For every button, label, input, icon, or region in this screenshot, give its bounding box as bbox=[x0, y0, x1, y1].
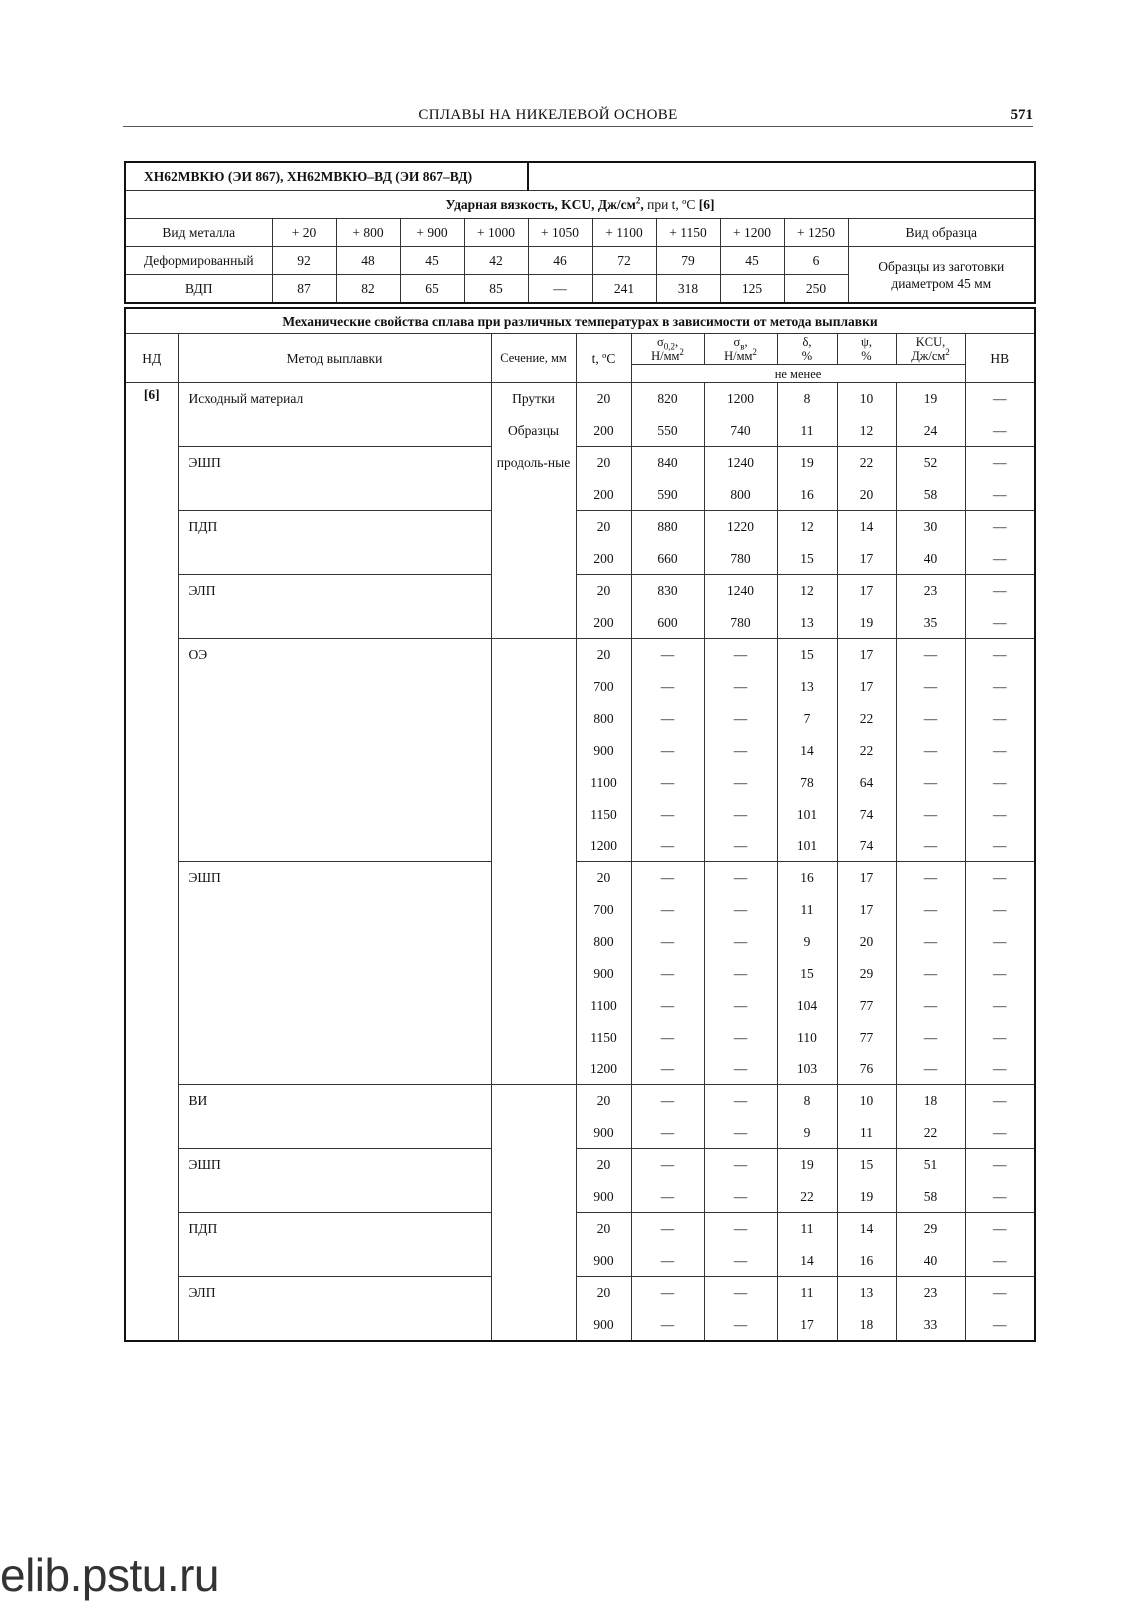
value-cell: 22 bbox=[837, 735, 896, 767]
impact-value: 42 bbox=[464, 247, 528, 275]
col-method: Метод выплавки bbox=[178, 334, 491, 383]
value-cell: — bbox=[896, 703, 965, 735]
value-cell: — bbox=[631, 1245, 704, 1277]
value-cell: 14 bbox=[837, 511, 896, 543]
value-cell: 20 bbox=[576, 1277, 631, 1309]
value-cell: 7 bbox=[777, 703, 837, 735]
value-cell: — bbox=[965, 831, 1035, 862]
value-cell: — bbox=[704, 831, 777, 862]
value-cell: 800 bbox=[576, 703, 631, 735]
value-cell: — bbox=[631, 926, 704, 958]
value-cell: — bbox=[704, 1181, 777, 1213]
value-cell: — bbox=[704, 1054, 777, 1085]
value-cell: 19 bbox=[777, 1149, 837, 1181]
value-cell: — bbox=[704, 639, 777, 671]
value-cell: 35 bbox=[896, 607, 965, 639]
impact-value: 65 bbox=[400, 275, 464, 304]
value-cell: — bbox=[631, 1309, 704, 1341]
impact-temp-header: + 1100 bbox=[592, 219, 656, 247]
value-cell: 14 bbox=[837, 1213, 896, 1245]
value-cell: 1200 bbox=[704, 383, 777, 415]
value-cell: — bbox=[965, 1022, 1035, 1054]
value-cell: — bbox=[896, 1054, 965, 1085]
col-section: Сечение, мм bbox=[491, 334, 576, 383]
mechanical-properties-table bbox=[124, 307, 1036, 1342]
value-cell: 13 bbox=[777, 607, 837, 639]
value-cell: 900 bbox=[576, 735, 631, 767]
impact-value: 45 bbox=[720, 247, 784, 275]
value-cell: — bbox=[965, 735, 1035, 767]
value-cell: — bbox=[631, 894, 704, 926]
value-cell: — bbox=[965, 1085, 1035, 1117]
value-cell: 900 bbox=[576, 958, 631, 990]
value-cell: — bbox=[631, 1085, 704, 1117]
value-cell: — bbox=[631, 1149, 704, 1181]
value-cell: — bbox=[631, 1054, 704, 1085]
value-cell: 660 bbox=[631, 543, 704, 575]
value-cell: — bbox=[631, 958, 704, 990]
value-cell: 900 bbox=[576, 1309, 631, 1341]
value-cell: 840 bbox=[631, 447, 704, 479]
value-cell: 12 bbox=[777, 511, 837, 543]
value-cell: 64 bbox=[837, 767, 896, 799]
value-cell: 24 bbox=[896, 415, 965, 447]
table-row bbox=[125, 383, 1035, 415]
value-cell: — bbox=[965, 958, 1035, 990]
value-cell: — bbox=[965, 990, 1035, 1022]
value-cell: 12 bbox=[777, 575, 837, 607]
col-elongation: δ, % bbox=[777, 334, 837, 365]
value-cell: 101 bbox=[777, 831, 837, 862]
value-cell: 1240 bbox=[704, 575, 777, 607]
value-cell: 590 bbox=[631, 479, 704, 511]
value-cell: 23 bbox=[896, 575, 965, 607]
value-cell: 780 bbox=[704, 607, 777, 639]
value-cell: 22 bbox=[837, 703, 896, 735]
impact-value: 45 bbox=[400, 247, 464, 275]
value-cell: — bbox=[631, 639, 704, 671]
value-cell: — bbox=[631, 1181, 704, 1213]
value-cell: — bbox=[704, 1117, 777, 1149]
value-cell: 19 bbox=[837, 1181, 896, 1213]
value-cell: 200 bbox=[576, 607, 631, 639]
value-cell: 40 bbox=[896, 543, 965, 575]
value-cell: 74 bbox=[837, 831, 896, 862]
value-cell: — bbox=[965, 1213, 1035, 1245]
value-cell: 20 bbox=[576, 1085, 631, 1117]
value-cell: 17 bbox=[837, 671, 896, 703]
page-number: 571 bbox=[1010, 107, 1033, 123]
impact-value: 241 bbox=[592, 275, 656, 304]
value-cell: — bbox=[896, 799, 965, 831]
melting-method: ЭЛП bbox=[178, 575, 491, 639]
value-cell: 740 bbox=[704, 415, 777, 447]
value-cell: 77 bbox=[837, 1022, 896, 1054]
alloy-title-blank bbox=[528, 162, 1035, 191]
impact-value: 92 bbox=[272, 247, 336, 275]
value-cell: 1240 bbox=[704, 447, 777, 479]
value-cell: — bbox=[631, 1117, 704, 1149]
value-cell: 20 bbox=[837, 926, 896, 958]
watermark: elib.pstu.ru bbox=[0, 1549, 220, 1601]
value-cell: — bbox=[896, 958, 965, 990]
value-cell: — bbox=[965, 383, 1035, 415]
value-cell: — bbox=[965, 1117, 1035, 1149]
value-cell: 8 bbox=[777, 383, 837, 415]
impact-temp-header: + 20 bbox=[272, 219, 336, 247]
melting-method: ЭШП bbox=[178, 862, 491, 1085]
value-cell: 12 bbox=[837, 415, 896, 447]
value-cell: — bbox=[704, 1309, 777, 1341]
value-cell: — bbox=[965, 1054, 1035, 1085]
value-cell: 58 bbox=[896, 1181, 965, 1213]
value-cell: 9 bbox=[777, 1117, 837, 1149]
value-cell: — bbox=[704, 862, 777, 894]
value-cell: — bbox=[631, 1277, 704, 1309]
value-cell: — bbox=[896, 1022, 965, 1054]
value-cell: 11 bbox=[777, 415, 837, 447]
value-cell: 76 bbox=[837, 1054, 896, 1085]
value-cell: — bbox=[704, 1245, 777, 1277]
value-cell: 16 bbox=[837, 1245, 896, 1277]
value-cell: — bbox=[965, 767, 1035, 799]
value-cell: 20 bbox=[576, 575, 631, 607]
melting-method: ОЭ bbox=[178, 639, 491, 862]
value-cell: — bbox=[704, 926, 777, 958]
impact-value: 6 bbox=[784, 247, 848, 275]
value-cell: — bbox=[704, 1085, 777, 1117]
value-cell: — bbox=[896, 862, 965, 894]
section-cell: продоль-ные bbox=[491, 447, 576, 639]
value-cell: — bbox=[704, 767, 777, 799]
value-cell: 1100 bbox=[576, 990, 631, 1022]
value-cell: — bbox=[965, 926, 1035, 958]
value-cell: — bbox=[896, 831, 965, 862]
value-cell: — bbox=[896, 735, 965, 767]
impact-metal-name: Деформированный bbox=[125, 247, 272, 275]
value-cell: 20 bbox=[576, 447, 631, 479]
impact-value: 85 bbox=[464, 275, 528, 304]
value-cell: 20 bbox=[576, 1149, 631, 1181]
value-cell: 15 bbox=[777, 543, 837, 575]
value-cell: — bbox=[704, 735, 777, 767]
value-cell: 700 bbox=[576, 894, 631, 926]
value-cell: — bbox=[704, 799, 777, 831]
melting-method: ЭЛП bbox=[178, 1277, 491, 1341]
col-temp: t, ºС bbox=[576, 334, 631, 383]
value-cell: 20 bbox=[576, 639, 631, 671]
value-cell: — bbox=[704, 703, 777, 735]
value-cell: 820 bbox=[631, 383, 704, 415]
value-cell: — bbox=[704, 1213, 777, 1245]
impact-row bbox=[125, 247, 1035, 275]
value-cell: — bbox=[896, 894, 965, 926]
section-cell bbox=[491, 1085, 576, 1341]
value-cell: — bbox=[965, 799, 1035, 831]
value-cell: 10 bbox=[837, 1085, 896, 1117]
value-cell: 17 bbox=[837, 639, 896, 671]
impact-toughness-table bbox=[124, 161, 1036, 304]
value-cell: 15 bbox=[777, 958, 837, 990]
impact-value: 125 bbox=[720, 275, 784, 304]
value-cell: — bbox=[965, 639, 1035, 671]
col-hb: НВ bbox=[965, 334, 1035, 383]
value-cell: 800 bbox=[576, 926, 631, 958]
value-cell: 900 bbox=[576, 1181, 631, 1213]
impact-temp-header: + 1200 bbox=[720, 219, 784, 247]
alloy-title: ХН62МВКЮ (ЭИ 867), ХН62МВКЮ–ВД (ЭИ 867–ВД) bbox=[125, 162, 528, 191]
value-cell: — bbox=[896, 926, 965, 958]
col-kcu: KCU, $Дж/см^2$ bbox=[896, 334, 965, 365]
impact-value: 46 bbox=[528, 247, 592, 275]
section-cell bbox=[491, 639, 576, 1085]
impact-temp-header: + 800 bbox=[336, 219, 400, 247]
impact-temp-header: + 1050 bbox=[528, 219, 592, 247]
value-cell: 33 bbox=[896, 1309, 965, 1341]
section-cell: Прутки bbox=[491, 383, 576, 415]
value-cell: — bbox=[704, 1277, 777, 1309]
value-cell: 200 bbox=[576, 415, 631, 447]
value-cell: 30 bbox=[896, 511, 965, 543]
value-cell: 110 bbox=[777, 1022, 837, 1054]
value-cell: 1100 bbox=[576, 767, 631, 799]
value-cell: — bbox=[631, 799, 704, 831]
value-cell: 17 bbox=[837, 894, 896, 926]
value-cell: 20 bbox=[576, 862, 631, 894]
impact-value: 250 bbox=[784, 275, 848, 304]
impact-value: 72 bbox=[592, 247, 656, 275]
value-cell: 780 bbox=[704, 543, 777, 575]
value-cell: 1200 bbox=[576, 1054, 631, 1085]
value-cell: 18 bbox=[896, 1085, 965, 1117]
value-cell: 20 bbox=[576, 383, 631, 415]
value-cell: 900 bbox=[576, 1117, 631, 1149]
melting-method: Исходный материал bbox=[178, 383, 491, 447]
impact-header-row bbox=[125, 219, 1035, 247]
value-cell: — bbox=[631, 767, 704, 799]
value-cell: 9 bbox=[777, 926, 837, 958]
value-cell: — bbox=[631, 1213, 704, 1245]
section-cell: Образцы bbox=[491, 415, 576, 447]
value-cell: — bbox=[965, 1277, 1035, 1309]
value-cell: 19 bbox=[777, 447, 837, 479]
running-header-title: СПЛАВЫ НА НИКЕЛЕВОЙ ОСНОВЕ bbox=[418, 107, 678, 123]
value-cell: 78 bbox=[777, 767, 837, 799]
value-cell: — bbox=[965, 703, 1035, 735]
melting-method: ВИ bbox=[178, 1085, 491, 1149]
impact-metal-name: ВДП bbox=[125, 275, 272, 304]
value-cell: 11 bbox=[777, 894, 837, 926]
value-cell: — bbox=[965, 543, 1035, 575]
table-row bbox=[125, 575, 1035, 607]
table-row bbox=[125, 639, 1035, 671]
value-cell: 8 bbox=[777, 1085, 837, 1117]
table-row bbox=[125, 1213, 1035, 1245]
impact-temp-header: + 1250 bbox=[784, 219, 848, 247]
value-cell: — bbox=[631, 735, 704, 767]
col-reduction: ψ, % bbox=[837, 334, 896, 365]
value-cell: 550 bbox=[631, 415, 704, 447]
value-cell: 101 bbox=[777, 799, 837, 831]
value-cell: — bbox=[704, 894, 777, 926]
table-row bbox=[125, 1149, 1035, 1181]
running-header bbox=[123, 106, 1033, 127]
col-yield-strength: $\sigma_{0,2}$, $Н/мм^2$ bbox=[631, 334, 704, 365]
value-cell: — bbox=[704, 990, 777, 1022]
value-cell: 16 bbox=[777, 862, 837, 894]
value-cell: 1150 bbox=[576, 1022, 631, 1054]
value-cell: 1150 bbox=[576, 799, 631, 831]
value-cell: 58 bbox=[896, 479, 965, 511]
value-cell: 200 bbox=[576, 543, 631, 575]
value-cell: — bbox=[631, 1022, 704, 1054]
value-cell: 11 bbox=[777, 1277, 837, 1309]
value-cell: — bbox=[631, 990, 704, 1022]
value-cell: 10 bbox=[837, 383, 896, 415]
impact-value: 87 bbox=[272, 275, 336, 304]
value-cell: — bbox=[896, 671, 965, 703]
melting-method: ЭШП bbox=[178, 1149, 491, 1213]
col-metal-type: Вид металла bbox=[125, 219, 272, 247]
value-cell: — bbox=[704, 1149, 777, 1181]
impact-value: 318 bbox=[656, 275, 720, 304]
value-cell: 23 bbox=[896, 1277, 965, 1309]
value-cell: — bbox=[896, 990, 965, 1022]
value-cell: 700 bbox=[576, 671, 631, 703]
value-cell: 1220 bbox=[704, 511, 777, 543]
impact-value: 82 bbox=[336, 275, 400, 304]
value-cell: 900 bbox=[576, 1245, 631, 1277]
value-cell: — bbox=[965, 447, 1035, 479]
impact-value: 79 bbox=[656, 247, 720, 275]
impact-temp-header: + 1000 bbox=[464, 219, 528, 247]
value-cell: — bbox=[631, 862, 704, 894]
value-cell: 104 bbox=[777, 990, 837, 1022]
value-cell: 14 bbox=[777, 1245, 837, 1277]
impact-value: — bbox=[528, 275, 592, 304]
col-nd: НД bbox=[125, 334, 178, 383]
value-cell: 15 bbox=[777, 639, 837, 671]
value-cell: 17 bbox=[837, 862, 896, 894]
value-cell: — bbox=[965, 671, 1035, 703]
value-cell: — bbox=[965, 1149, 1035, 1181]
value-cell: — bbox=[896, 767, 965, 799]
value-cell: — bbox=[631, 671, 704, 703]
sample-description: Образцы из заготовки диаметром 45 мм bbox=[848, 247, 1035, 304]
value-cell: 19 bbox=[837, 607, 896, 639]
value-cell: 22 bbox=[837, 447, 896, 479]
nd-reference: [6] bbox=[125, 383, 178, 1341]
value-cell: — bbox=[965, 511, 1035, 543]
value-cell: — bbox=[631, 703, 704, 735]
value-cell: 20 bbox=[576, 1213, 631, 1245]
value-cell: — bbox=[965, 415, 1035, 447]
value-cell: 200 bbox=[576, 479, 631, 511]
value-cell: 13 bbox=[837, 1277, 896, 1309]
value-cell: 52 bbox=[896, 447, 965, 479]
melting-method: ПДП bbox=[178, 511, 491, 575]
table-row bbox=[125, 1277, 1035, 1309]
value-cell: 77 bbox=[837, 990, 896, 1022]
impact-value: 48 bbox=[336, 247, 400, 275]
value-cell: — bbox=[896, 639, 965, 671]
table-row bbox=[125, 511, 1035, 543]
value-cell: 13 bbox=[777, 671, 837, 703]
value-cell: 600 bbox=[631, 607, 704, 639]
value-cell: 22 bbox=[896, 1117, 965, 1149]
value-cell: 17 bbox=[837, 575, 896, 607]
value-cell: 20 bbox=[576, 511, 631, 543]
value-cell: 17 bbox=[837, 543, 896, 575]
min-values-note: не менее bbox=[631, 365, 965, 383]
value-cell: 51 bbox=[896, 1149, 965, 1181]
value-cell: — bbox=[965, 894, 1035, 926]
impact-temp-header: + 900 bbox=[400, 219, 464, 247]
value-cell: — bbox=[965, 607, 1035, 639]
melting-method: ЭШП bbox=[178, 447, 491, 511]
value-cell: 74 bbox=[837, 799, 896, 831]
value-cell: — bbox=[965, 1245, 1035, 1277]
table-row bbox=[125, 447, 1035, 479]
value-cell: 800 bbox=[704, 479, 777, 511]
value-cell: 15 bbox=[837, 1149, 896, 1181]
value-cell: — bbox=[965, 575, 1035, 607]
value-cell: — bbox=[704, 1022, 777, 1054]
col-sample-type: Вид образца bbox=[848, 219, 1035, 247]
value-cell: 40 bbox=[896, 1245, 965, 1277]
value-cell: 880 bbox=[631, 511, 704, 543]
table-row bbox=[125, 1085, 1035, 1117]
value-cell: 103 bbox=[777, 1054, 837, 1085]
value-cell: — bbox=[965, 1181, 1035, 1213]
value-cell: 11 bbox=[837, 1117, 896, 1149]
mech-section-title: Механические свойства сплава при различных температурах в зависимости от метода выплавки bbox=[125, 308, 1035, 334]
value-cell: 19 bbox=[896, 383, 965, 415]
value-cell: 16 bbox=[777, 479, 837, 511]
value-cell: — bbox=[965, 479, 1035, 511]
col-tensile-strength: $\sigma_в$, $Н/мм^2$ bbox=[704, 334, 777, 365]
value-cell: — bbox=[965, 862, 1035, 894]
value-cell: 22 bbox=[777, 1181, 837, 1213]
value-cell: 20 bbox=[837, 479, 896, 511]
value-cell: 830 bbox=[631, 575, 704, 607]
value-cell: 17 bbox=[777, 1309, 837, 1341]
melting-method: ПДП bbox=[178, 1213, 491, 1277]
impact-section-title: Ударная вязкость, KCU, $Дж/см^2$, при t, ºС [6] bbox=[125, 191, 1035, 219]
value-cell: 29 bbox=[896, 1213, 965, 1245]
value-cell: 18 bbox=[837, 1309, 896, 1341]
value-cell: 1200 bbox=[576, 831, 631, 862]
value-cell: — bbox=[704, 671, 777, 703]
table-row bbox=[125, 862, 1035, 894]
value-cell: 14 bbox=[777, 735, 837, 767]
value-cell: — bbox=[631, 831, 704, 862]
value-cell: — bbox=[704, 958, 777, 990]
value-cell: 29 bbox=[837, 958, 896, 990]
impact-temp-header: + 1150 bbox=[656, 219, 720, 247]
value-cell: — bbox=[965, 1309, 1035, 1341]
value-cell: 11 bbox=[777, 1213, 837, 1245]
